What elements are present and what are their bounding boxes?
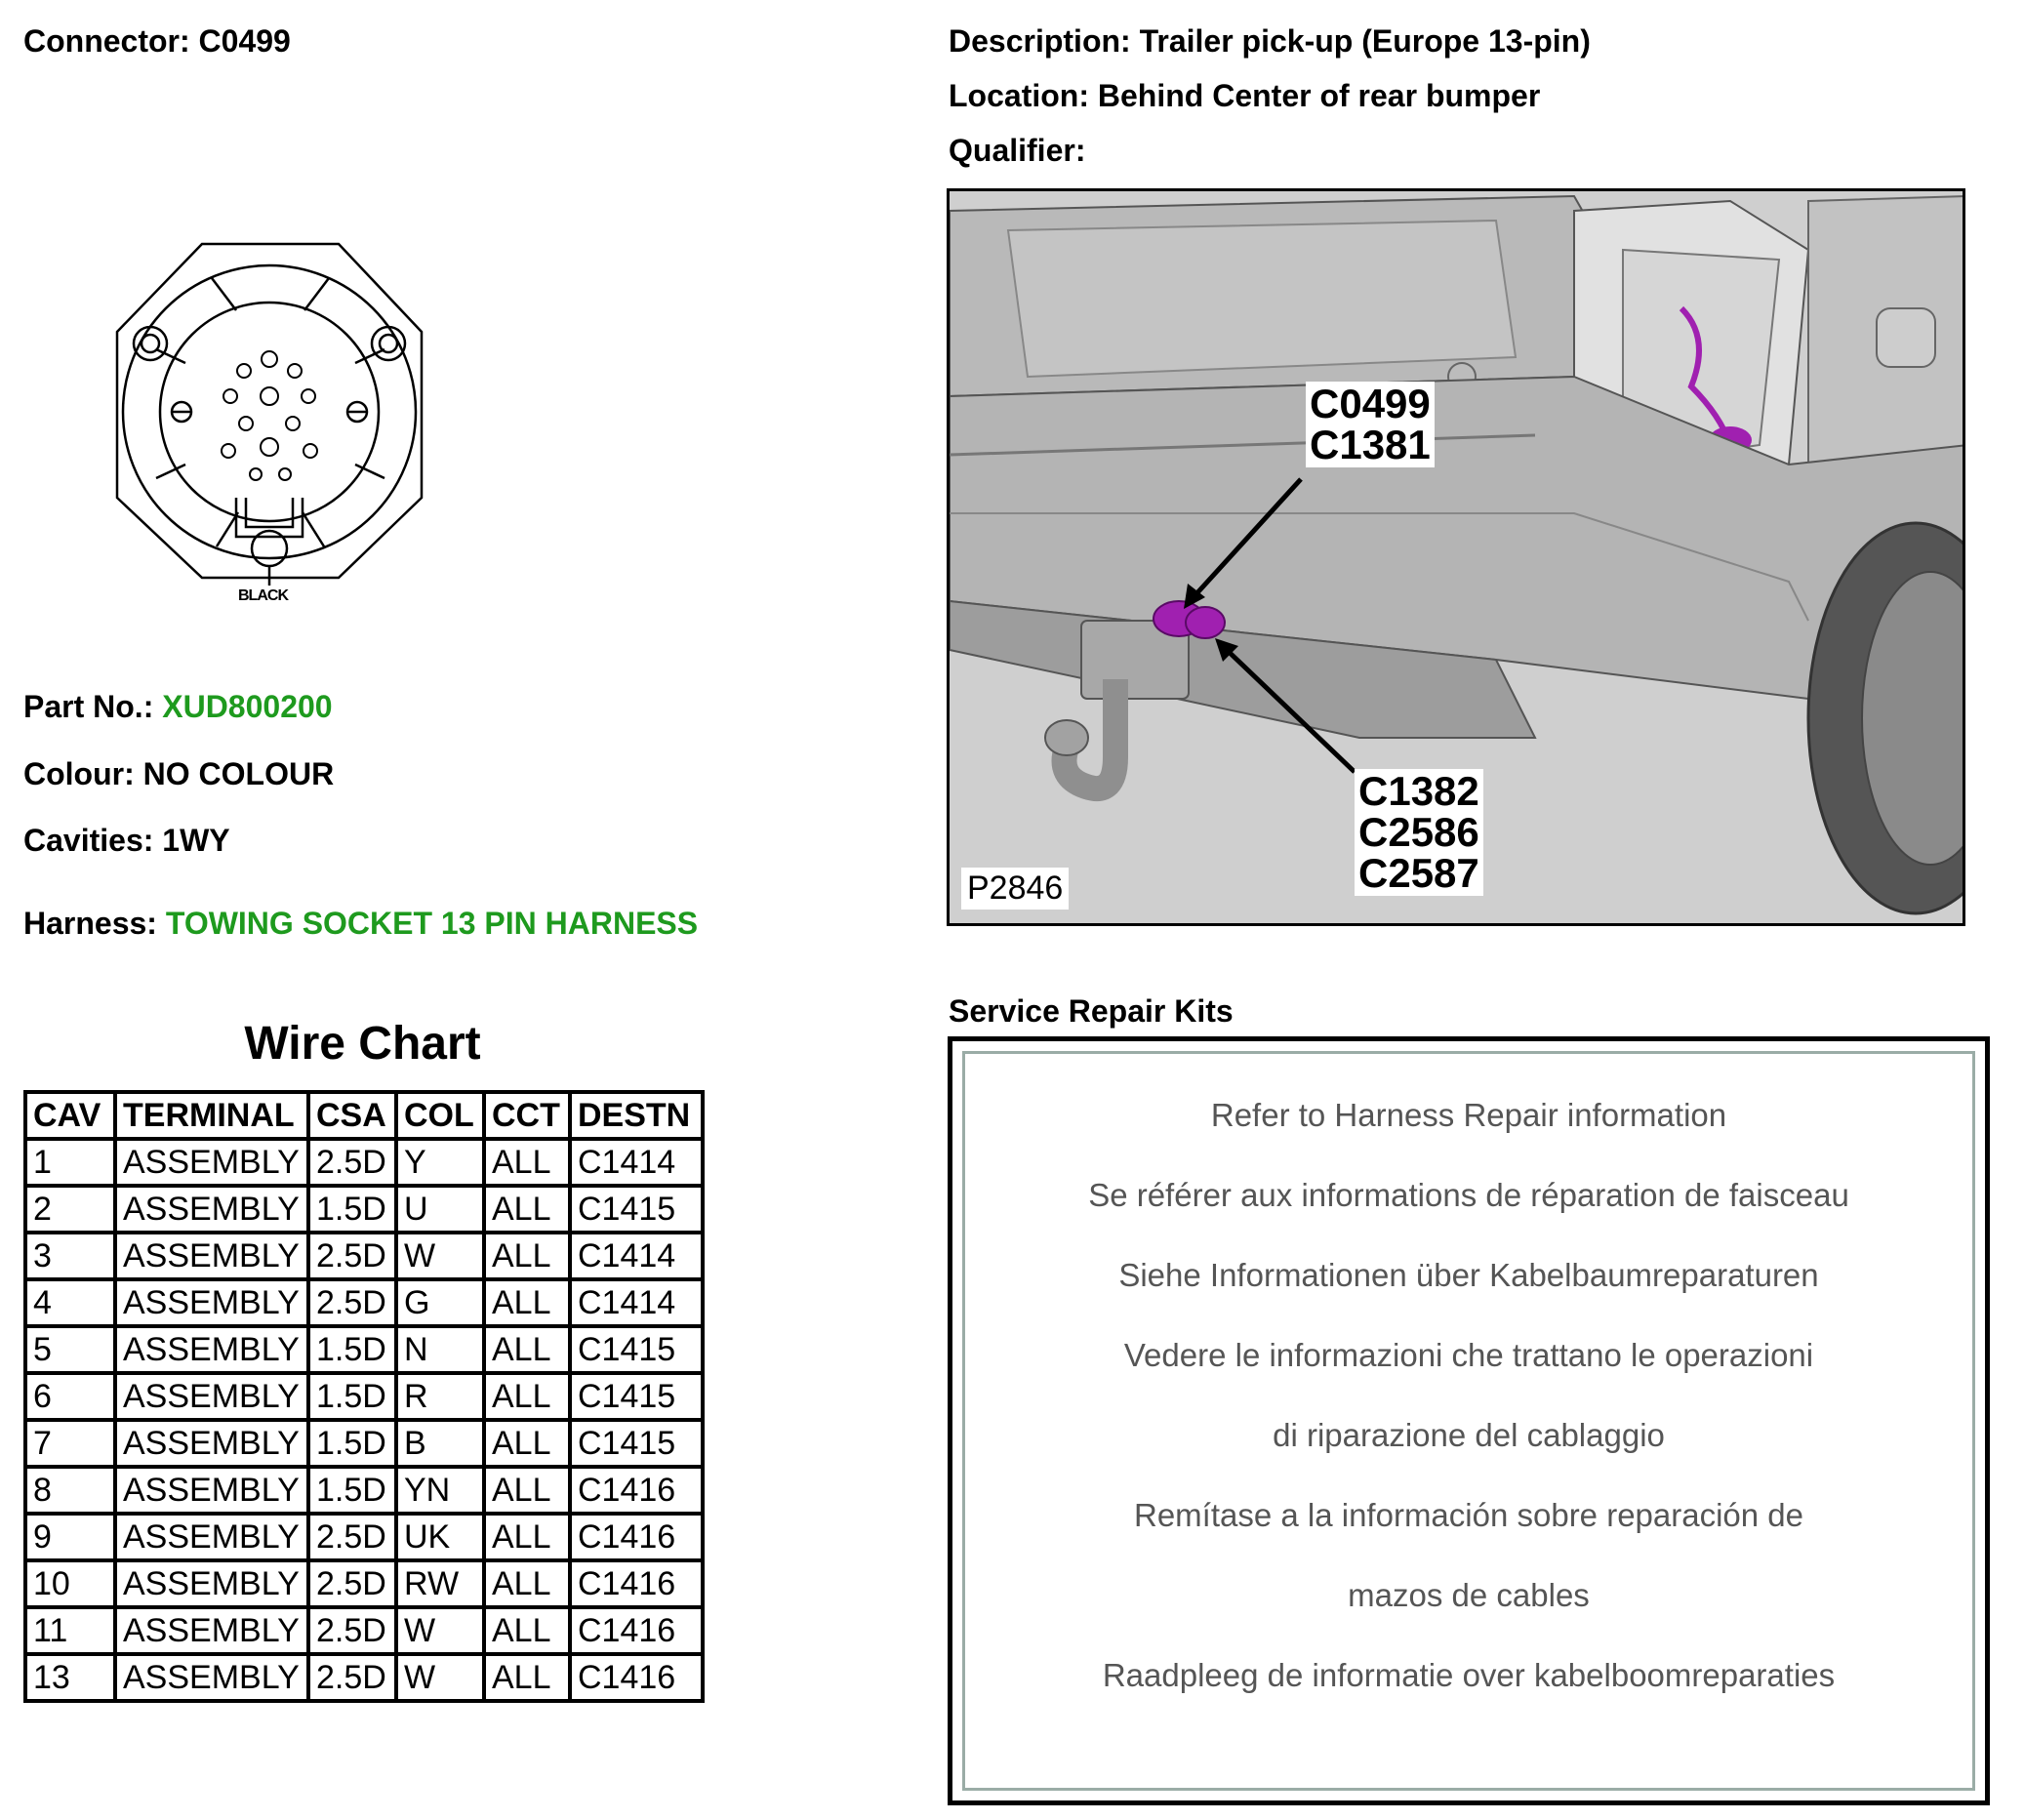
table-cell: G [396,1279,484,1326]
table-cell: R [396,1373,484,1420]
table-row [25,1326,703,1373]
table-cell: ALL [484,1607,570,1654]
connector-field [23,23,291,60]
harness-link[interactable]: TOWING SOCKET 13 PIN HARNESS [165,906,699,941]
table-cell: 2.5D [308,1607,396,1654]
table-cell: C1415 [570,1373,703,1420]
mount-hole-left-inner [142,335,159,352]
table-cell: 3 [25,1233,115,1279]
latch-inner [246,498,293,527]
table-cell: ASSEMBLY [115,1420,308,1467]
tow-ball [1045,720,1088,755]
table-cell: ASSEMBLY [115,1139,308,1186]
table-cell: ALL [484,1654,570,1701]
callout-code: C1381 [1310,422,1431,467]
cavities-field [23,823,230,859]
rib-line [304,278,329,310]
table-cell: 11 [25,1607,115,1654]
wire-chart-body [25,1139,703,1701]
cavities-label: Cavities: [23,823,154,858]
table-cell: ASSEMBLY [115,1373,308,1420]
rib-line [212,278,236,310]
table-cell: C1414 [570,1279,703,1326]
description-value: Trailer pick-up (Europe 13-pin) [1139,23,1591,59]
table-cell: 6 [25,1373,115,1420]
table-cell: 2.5D [308,1279,396,1326]
table-cell: ALL [484,1373,570,1420]
table-cell: ALL [484,1560,570,1607]
table-cell: W [396,1233,484,1279]
license-recess [1008,221,1516,377]
pin [261,387,278,405]
table-row [25,1654,703,1701]
table-cell: 2 [25,1186,115,1233]
table-cell: UK [396,1514,484,1560]
pin [250,468,262,480]
table-cell: ALL [484,1233,570,1279]
table-cell: 1.5D [308,1373,396,1420]
location-field [949,78,1540,114]
table-cell: ALL [484,1186,570,1233]
service-repair-kits-box [948,1036,1990,1805]
connector-label: Connector: [23,23,190,59]
table-cell: 10 [25,1560,115,1607]
rib-line [217,512,238,546]
repair-info-line: Vedere le informazioni che trattano le operazioni [1123,1337,1814,1373]
wire-chart-header-cell: CSA [308,1092,396,1139]
pin [288,364,302,378]
table-cell: ASSEMBLY [115,1326,308,1373]
table-row [25,1373,703,1420]
table-cell: ALL [484,1139,570,1186]
table-cell: ASSEMBLY [115,1279,308,1326]
qualifier-label: Qualifier: [949,133,1086,168]
table-row [25,1233,703,1279]
part-no-link[interactable]: XUD800200 [162,689,333,724]
pin [239,417,253,430]
description-field [949,23,1591,60]
wire-chart-table [23,1090,705,1703]
wire-chart-header-cell: CCT [484,1092,570,1139]
table-cell: 8 [25,1467,115,1514]
table-cell: 5 [25,1326,115,1373]
colour-value: NO COLOUR [142,756,335,791]
table-row [25,1607,703,1654]
table-cell: C1415 [570,1326,703,1373]
callout-code: C0499 [1310,381,1431,426]
table-cell: ASSEMBLY [115,1467,308,1514]
pin [279,468,291,480]
pin [222,444,235,458]
connector-color-caption: BLACK [238,587,288,604]
connector-value: C0499 [198,23,291,59]
table-cell: C1416 [570,1560,703,1607]
table-cell: 9 [25,1514,115,1560]
table-row [25,1560,703,1607]
repair-info-line: Remítase a la información sobre reparación de [1133,1497,1804,1533]
callout-upper [1306,382,1435,467]
table-cell: YN [396,1467,484,1514]
location-value: Behind Center of rear bumper [1097,78,1541,113]
connector-inner-ring [160,303,379,521]
table-cell: ALL [484,1514,570,1560]
service-repair-kits-title: Service Repair Kits [949,993,1234,1029]
rib-line [303,512,324,546]
figure-id: P2846 [961,868,1069,910]
pin-group [222,351,317,480]
table-row [25,1467,703,1514]
wire-chart-header-cell: COL [396,1092,484,1139]
table-cell: ALL [484,1279,570,1326]
repair-info-line: Siehe Informationen über Kabelbaumreparaturen [1118,1257,1819,1293]
table-cell: ASSEMBLY [115,1560,308,1607]
part-no-label: Part No.: [23,689,154,724]
table-cell: ASSEMBLY [115,1654,308,1701]
qualifier-field [949,133,1085,169]
harness-label: Harness: [23,906,157,941]
table-cell: 13 [25,1654,115,1701]
wire-chart-header-cell: CAV [25,1092,115,1139]
trailer-socket-connector-2 [1186,607,1225,638]
callout-code: C1382 [1358,768,1479,814]
location-label: Location: [949,78,1089,113]
table-cell: W [396,1607,484,1654]
pin [262,351,277,367]
table-cell: 2.5D [308,1139,396,1186]
table-cell: ALL [484,1420,570,1467]
table-row [25,1420,703,1467]
pin [223,389,237,403]
table-cell: 1.5D [308,1420,396,1467]
service-repair-kits-inner [962,1051,1975,1791]
repair-info-line: Raadpleeg de informatie over kabelboomreparaties [1102,1657,1836,1693]
connector-face-diagram [109,234,431,615]
repair-info-line: di riparazione del cablaggio [1273,1417,1665,1453]
table-row [25,1279,703,1326]
table-cell: 1.5D [308,1467,396,1514]
table-cell: ASSEMBLY [115,1233,308,1279]
pin [302,389,315,403]
cavities-value: 1WY [162,823,230,858]
callout-code: C2586 [1358,809,1479,855]
wire-chart-header-cell: TERMINAL [115,1092,308,1139]
table-cell: Y [396,1139,484,1186]
pin [261,438,278,456]
wire-chart-header-cell: DESTN [570,1092,703,1139]
description-label: Description: [949,23,1131,59]
table-cell: 1 [25,1139,115,1186]
table-cell: C1415 [570,1186,703,1233]
wire-chart-title: Wire Chart [244,1018,481,1070]
table-cell: U [396,1186,484,1233]
table-row [25,1514,703,1560]
table-cell: 2.5D [308,1654,396,1701]
pin [304,444,317,458]
table-cell: ALL [484,1326,570,1373]
table-cell: C1416 [570,1514,703,1560]
table-cell: ASSEMBLY [115,1186,308,1233]
mount-hole-right-inner [380,335,397,352]
callout-lower [1355,769,1483,896]
harness-field [23,906,698,942]
connector-face-svg [109,234,431,615]
table-cell: 2.5D [308,1233,396,1279]
table-cell: C1415 [570,1420,703,1467]
table-cell: W [396,1654,484,1701]
fuel-flap [1877,308,1935,367]
repair-info-line: Refer to Harness Repair information [1210,1097,1727,1133]
repair-info-line: mazos de cables [1348,1577,1590,1613]
table-cell: C1416 [570,1607,703,1654]
part-no-field [23,689,333,725]
repair-info-line: Se référer aux informations de réparation de faisceau [1088,1177,1849,1213]
table-cell: ALL [484,1467,570,1514]
pin [286,417,300,430]
table-cell: 2.5D [308,1514,396,1560]
table-cell: B [396,1420,484,1467]
table-cell: C1416 [570,1467,703,1514]
table-cell: 2.5D [308,1560,396,1607]
table-cell: C1414 [570,1139,703,1186]
table-cell: 1.5D [308,1186,396,1233]
pin [237,364,251,378]
callout-code: C2587 [1358,850,1479,896]
table-cell: C1416 [570,1654,703,1701]
colour-label: Colour: [23,756,135,791]
table-cell: 7 [25,1420,115,1467]
wire-chart-header-row [25,1092,703,1139]
colour-field [23,756,334,792]
table-row [25,1186,703,1233]
location-image [947,188,1965,926]
table-cell: ASSEMBLY [115,1514,308,1560]
connector-outer-ring [123,265,416,558]
table-cell: N [396,1326,484,1373]
table-cell: C1414 [570,1233,703,1279]
table-cell: 4 [25,1279,115,1326]
table-cell: ASSEMBLY [115,1607,308,1654]
table-row [25,1139,703,1186]
table-cell: RW [396,1560,484,1607]
table-cell: 1.5D [308,1326,396,1373]
